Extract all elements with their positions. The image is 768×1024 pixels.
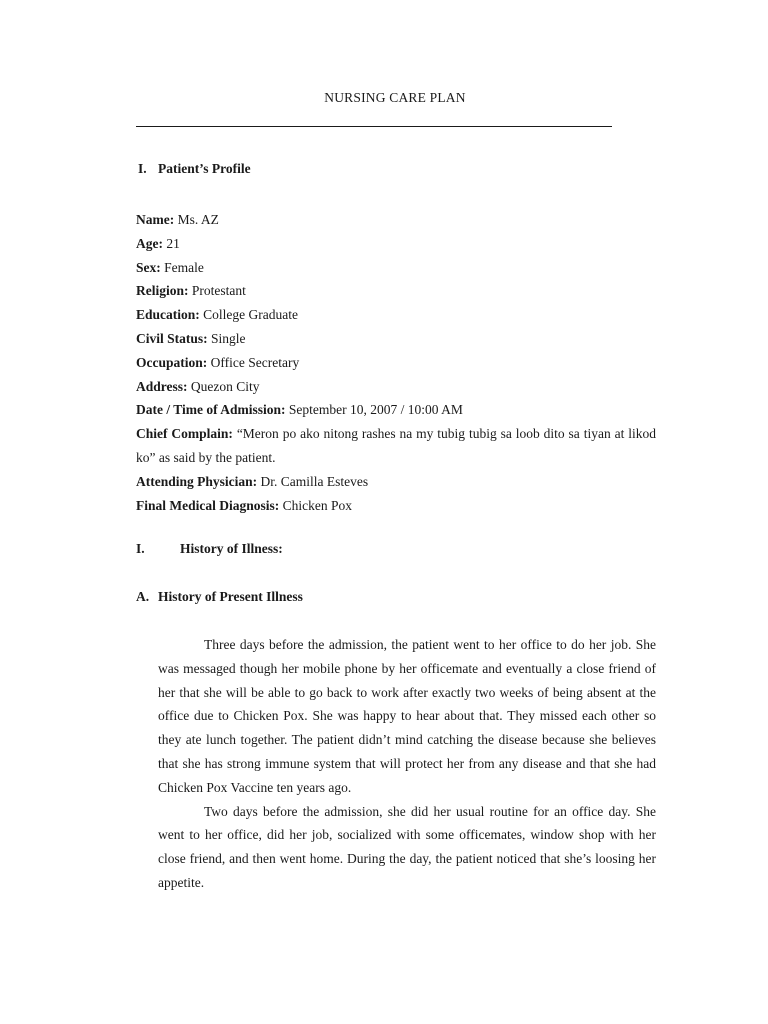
field-label: Chief Complain: — [136, 426, 233, 442]
paragraph: Two days before the admission, she did her usual routine for an office day. She went to her office, did her job, socialized with some officemates, window shop with her close friend, and then went home. During the day, the patient noticed that she’s loosing her appetite. — [158, 803, 656, 890]
paragraph: Three days before the admission, the patient went to her office to do her job. She was messaged though her mobile phone by her officemate and eventually a close friend of her that she will be able to go back to work after exactly two weeks of being absent at the office due to Chicken Pox. She was happy to hear about that. They missed each other so they ate lunch together. The patient didn’t mind catching the disease because she believes that she has strong immune system that will protect her from any disease and that she had Chicken Pox Vaccine ten years ago. — [158, 637, 656, 795]
section-title: History of Illness: — [180, 541, 283, 556]
section-heading-history — [136, 541, 283, 557]
field-label: Civil Status: — [136, 330, 208, 346]
field-value: September 10, 2007 / 10:00 AM — [288, 402, 463, 418]
patient-profile — [136, 208, 656, 517]
profile-row-address — [136, 375, 656, 399]
field-label: Date / Time of Admission: — [136, 402, 286, 418]
field-label: Name: — [136, 212, 175, 227]
field-value: Ms. AZ — [177, 212, 219, 227]
profile-row-religion — [136, 279, 656, 303]
section-number: I. — [136, 541, 145, 556]
profile-row-chief-complain — [136, 422, 656, 470]
field-value: Office Secretary — [210, 354, 300, 370]
title-underline — [136, 126, 612, 127]
profile-row-age — [136, 232, 656, 256]
section-number: A. — [136, 589, 150, 604]
present-illness-text — [158, 633, 656, 895]
section-number: I. — [138, 161, 147, 176]
field-value: Quezon City — [190, 378, 260, 394]
document-title: NURSING CARE PLAN — [324, 90, 466, 105]
field-value: “Meron po ako nitong rashes na my tubig tubig sa loob dito sa tiyan at likod ko” as said by the patient. — [136, 426, 656, 465]
field-label: Address: — [136, 378, 188, 394]
field-label: Final Medical Diagnosis: — [136, 497, 280, 513]
profile-row-physician — [136, 470, 656, 494]
field-label: Occupation: — [136, 354, 208, 370]
field-value: Chicken Pox — [282, 497, 353, 513]
field-value: College Graduate — [203, 307, 298, 323]
section-title: History of Present Illness — [158, 589, 303, 604]
profile-row-name — [136, 208, 656, 232]
profile-row-occupation — [136, 351, 656, 375]
profile-row-admission — [136, 398, 656, 422]
field-value: 21 — [166, 235, 180, 251]
section-heading-profile — [138, 161, 251, 177]
field-value: Female — [164, 259, 204, 275]
profile-row-diagnosis — [136, 494, 656, 518]
section-heading-present-illness — [136, 589, 303, 605]
field-label: Sex: — [136, 259, 161, 275]
field-label: Education: — [136, 307, 200, 323]
field-value: Dr. Camilla Esteves — [260, 473, 369, 489]
section-title: Patient’s Profile — [158, 161, 251, 176]
field-label: Attending Physician: — [136, 473, 258, 489]
field-label: Religion: — [136, 283, 189, 299]
profile-row-civil-status — [136, 327, 656, 351]
field-label: Age: — [136, 235, 163, 251]
profile-row-sex — [136, 256, 656, 280]
field-value: Protestant — [191, 283, 246, 299]
field-value: Single — [211, 330, 246, 346]
profile-row-education — [136, 303, 656, 327]
